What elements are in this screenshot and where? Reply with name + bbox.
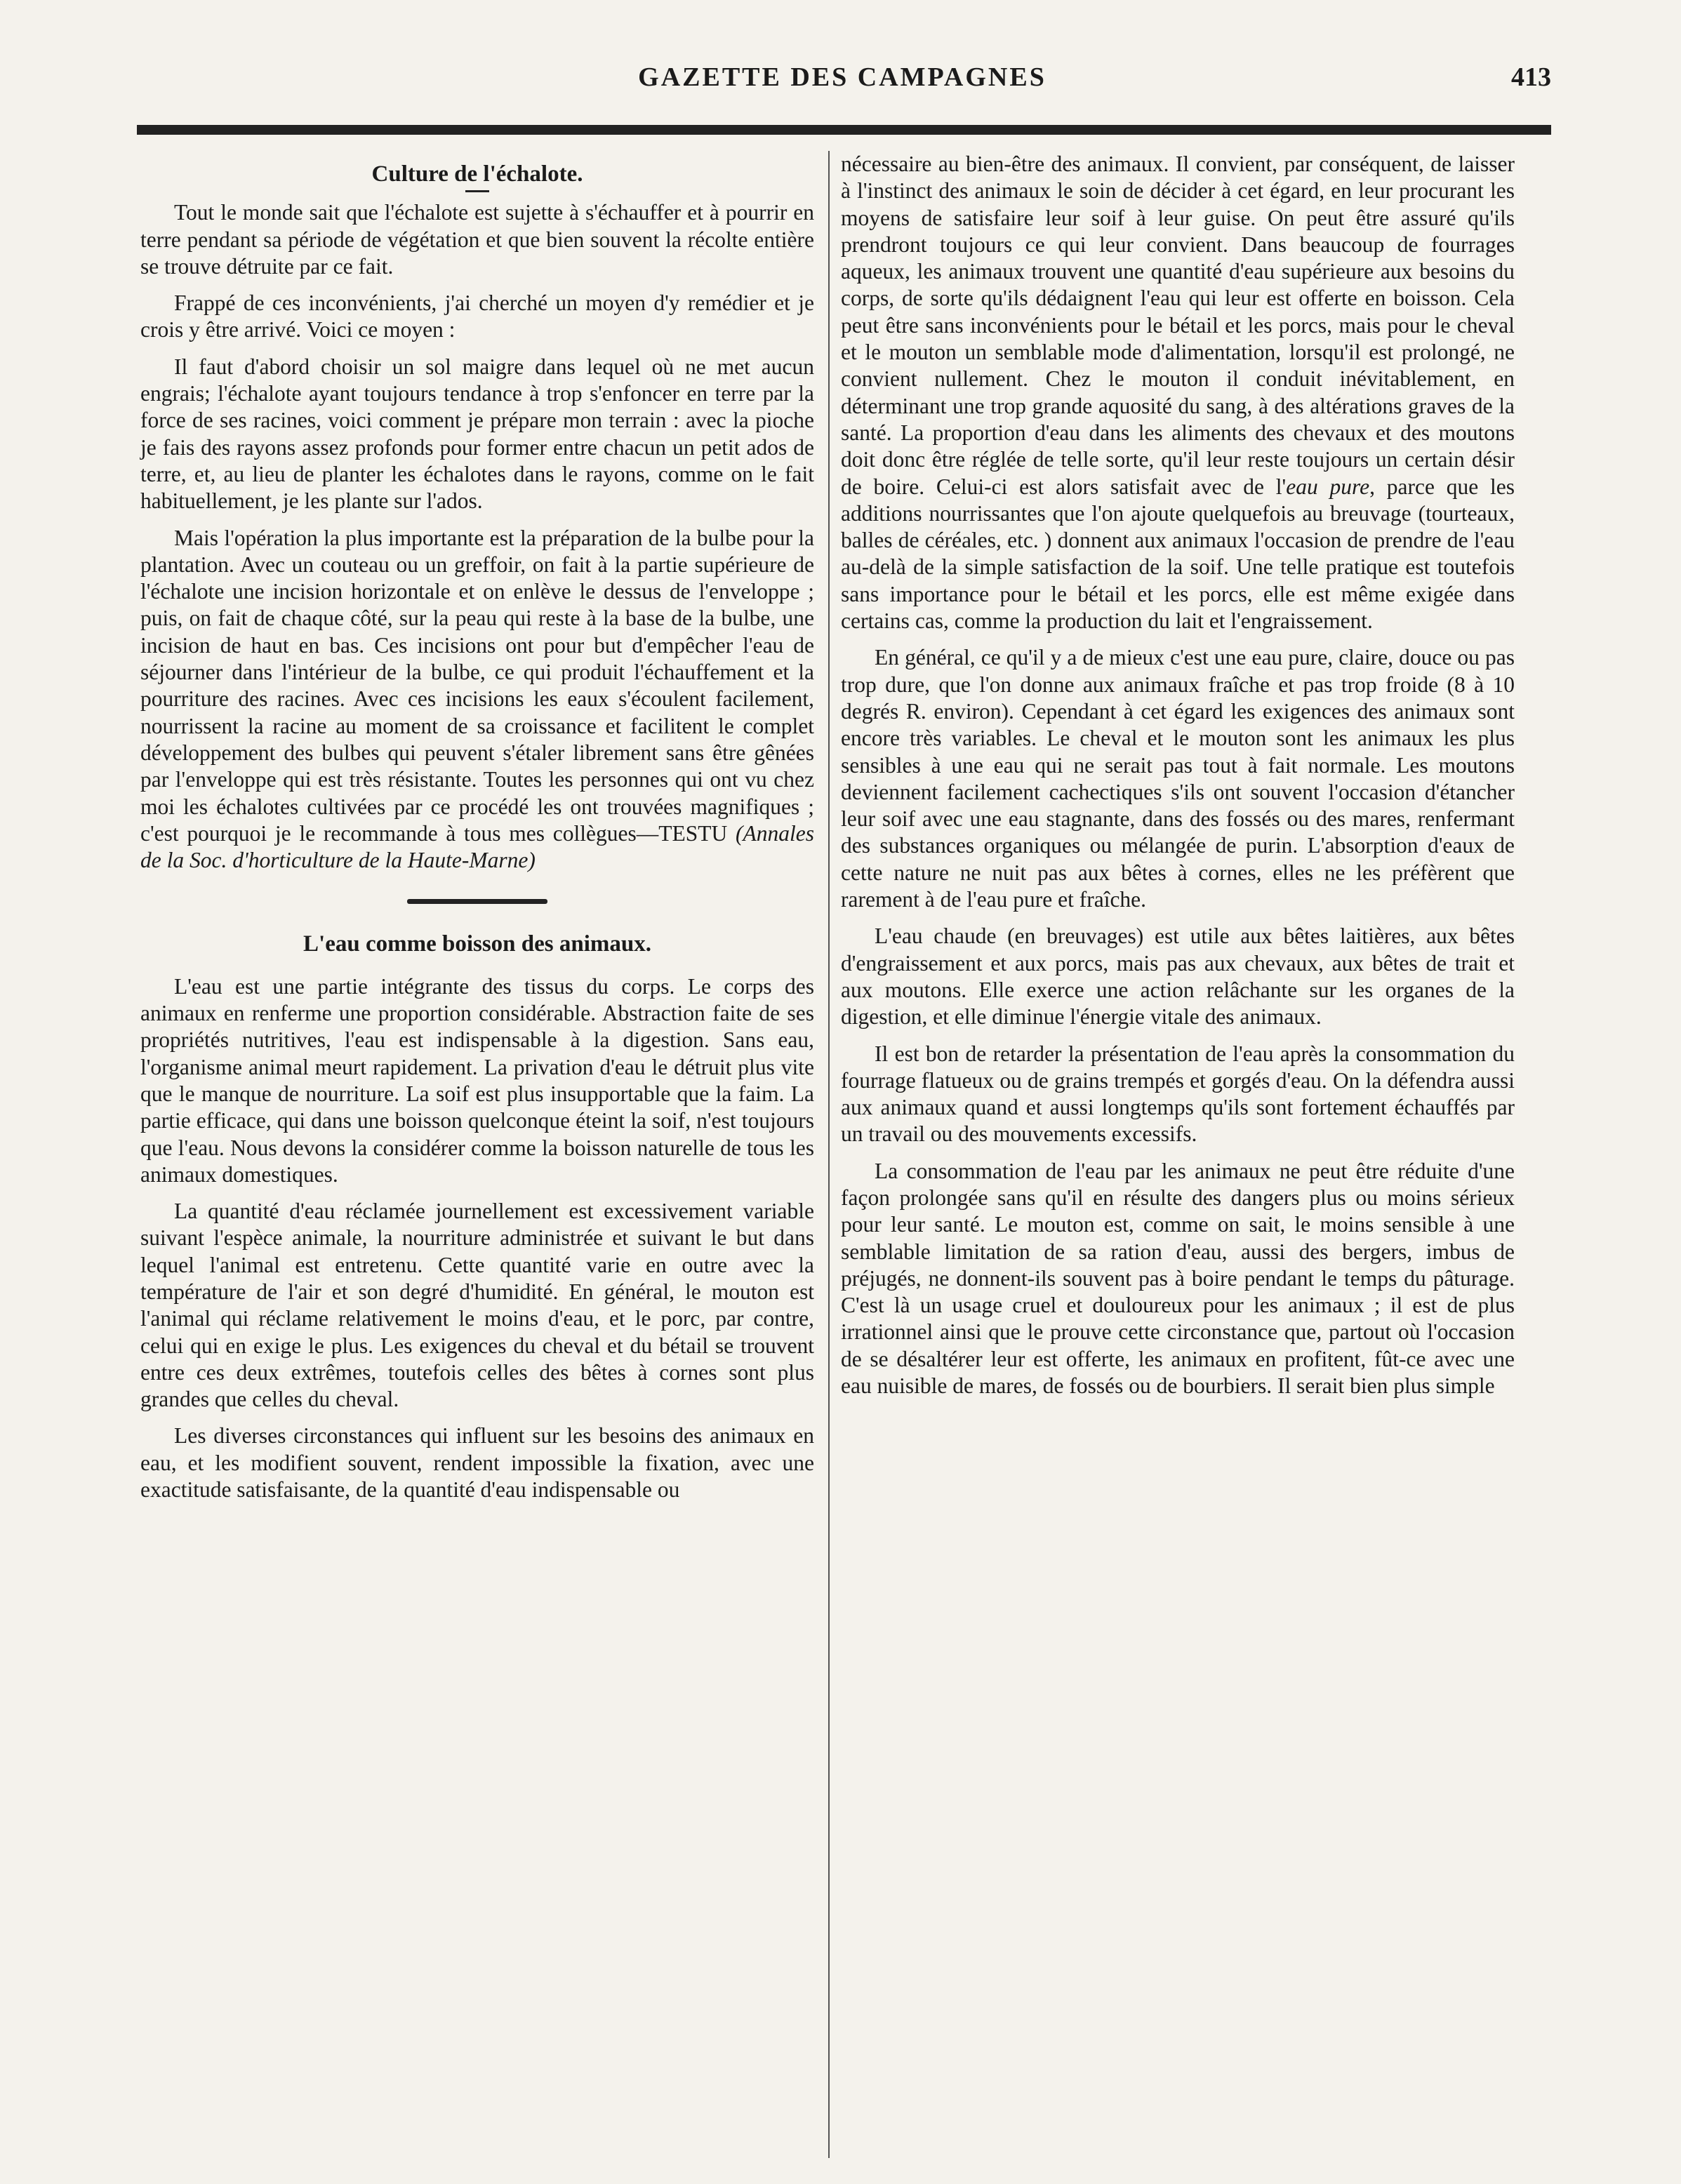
article-title-echalote: Culture de l'échalote. bbox=[371, 161, 583, 187]
article-paragraph: Les diverses circonstances qui influent sur les besoins des animaux en eau, et les modifient souvent, rendent impossible la fixation, avec une exactitude satisfaisante, de la quantité d'eau indispensable ou bbox=[140, 1423, 814, 1503]
section-separator bbox=[407, 899, 547, 904]
article-paragraph: Il est bon de retarder la présentation de l'eau après la consommation du fourrage flatueux ou de grains trempés et gorgés d'eau. On la défendra aussi aux animaux quand et aussi longtemps qu'ils sont fortement échauffés par un travail ou des mouvements excessifs. bbox=[841, 1041, 1515, 1147]
page-number: 413 bbox=[1511, 62, 1551, 92]
article-paragraph bbox=[841, 151, 1515, 634]
article-paragraph: En général, ce qu'il y a de mieux c'est une eau pure, claire, douce ou pas trop dure, que l'on donne aux animaux fraîche et pas trop froide (8 à 10 degrés R. environ). Cependant à cet égard les exigences des animaux sont encore très variables. Le cheval et le mouton sont les animaux les plus sensibles à une eau qui ne serait pas tout à fait normale. Les moutons deviennent facilement cachectiques s'ils ont souvent l'occasion d'étancher leur soif avec une eau stagnante, dans des fossés ou des mares, renfermant des substances organiques ou mélangée de purin. L'absorption d'eaux de cette nature ne nuit pas aux bêtes à cornes, elles ne les préfèrent que rarement à de l'eau pure et fraîche. bbox=[841, 645, 1515, 912]
running-title: GAZETTE DES CAMPAGNES bbox=[638, 62, 1047, 92]
article-paragraph: La quantité d'eau réclamée journellement est excessivement variable suivant l'espèce animale, la nourriture administrée et suivant le but dans lequel l'animal est entretenu. Cette quantité varie en outre avec la température de l'air et son degré d'humidité. En général, le mouton est l'animal qui réclame relativement le moins d'eau, et le porc, par contre, celui qui en exige le plus. Les exigences du cheval et du bétail se trouvent entre ces deux extrêmes, toutefois celles des bêtes à cornes sont plus grandes que celles du cheval. bbox=[140, 1199, 814, 1412]
left-column bbox=[140, 151, 814, 1513]
right-column bbox=[841, 151, 1515, 1409]
author-signature: TESTU bbox=[658, 820, 728, 846]
paragraph-text: nécessaire au bien-être des animaux. Il convient, par conséquent, de laisser à l'instinct des animaux le soin de décider à cet égard, en leur procurant les moyens de satisfaire leur soif à leur guise. On peut être assuré qu'ils prendront toujours ce qui leur convient. Dans beaucoup de fourrages aqueux, les animaux trouvent une quantité d'eau supérieure aux besoins du corps, de sorte qu'ils dédaignent l'eau qui leur est offerte en boisson. Cela peut être sans inconvénients pour le bétail et les porcs, mais pour le cheval et le mouton un semblable mode d'alimentation, lorsqu'il est prolongé, ne convient nullement. Chez le mouton il conduit inévitablement, en déterminant une trop grande aquosité du sang, à des altérations graves de la santé. La proportion d'eau dans les aliments des chevaux et des moutons doit donc être réglée de telle sorte, qu'il leur reste toujours un certain désir de boire. Celui-ci est alors satisfait avec de l' bbox=[841, 152, 1515, 499]
title-dash bbox=[465, 190, 489, 192]
article-paragraph bbox=[140, 525, 814, 874]
article-paragraph: Frappé de ces inconvénients, j'ai cherché un moyen d'y remédier et je crois y être arrivé. Voici ce moyen : bbox=[140, 291, 814, 342]
page-header bbox=[133, 62, 1551, 97]
article-paragraph: Tout le monde sait que l'échalote est sujette à s'échauffer et à pourrir en terre pendant sa période de végétation et que bien souvent la récolte entière se trouve détruite par ce fait. bbox=[140, 200, 814, 279]
column-divider bbox=[828, 151, 830, 2158]
source-citation: (Annales de la Soc. d'horticulture de la Haute-Marne) bbox=[140, 820, 815, 873]
italic-phrase: eau pure bbox=[1286, 474, 1370, 499]
article-title-eau: L'eau comme boisson des animaux. bbox=[303, 931, 651, 957]
paragraph-text-tail: , parce que les additions nourrissantes que l'on ajoute quelquefois au breuvage (tourteaux, balles de céréales, etc. ) donnent aux animaux l'occasion de prendre de l'eau au-delà de la simple satisfaction de la soif. Une telle pratique est toutefois sans importance pour le bétail et les porcs, elle est même exigée dans certains cas, comme la production du lait et l'engraissement. bbox=[841, 474, 1515, 634]
header-rule bbox=[137, 125, 1551, 135]
article-paragraph-text: Mais l'opération la plus importante est la préparation de la bulbe pour la plantation. Avec un couteau ou un greffoir, on fait à la partie supérieure de l'échalote une incision horizontale et on enlève le dessus de l'enveloppe ; puis, on fait de chaque côté, sur la peau qui reste à la base de la bulbe, une incision de haut en bas. Ces incisions ont pour but d'empêcher l'eau de séjourner dans l'intérieur de la bulbe, ce qui produit l'échauffement et la pourriture des racines. Avec ces incisions les eaux s'écoulent facilement, nourrissent la racine au moment de sa croissance et facilitent le complet développement des bulbes qui peuvent s'étaler librement sans être gênées par l'enveloppe qui est très résistante. Toutes les personnes qui ont vu chez moi les échalotes cultivées par ce procédé les ont trouvées magnifiques ; c'est pourquoi je le recommande à tous mes collègues— bbox=[140, 525, 814, 846]
article-paragraph: Il faut d'abord choisir un sol maigre dans lequel où ne met aucun engrais; l'échalote ayant toujours tendance à trop s'enfoncer en terre par la force de ses racines, voici comment je prépare mon terrain : avec la pioche je fais des rayons assez profonds pour former entre chacun un petit ados de terre, et, au lieu de planter les échalotes dans le rayons, comme on le fait habituellement, je les plante sur l'ados. bbox=[140, 354, 814, 514]
article-paragraph: L'eau chaude (en breuvages) est utile aux bêtes laitières, aux bêtes d'engraissement et aux porcs, mais pas aux chevaux, aux bêtes de trait et aux moutons. Elle exerce une action relâchante sur les organes de la digestion, et elle diminue l'énergie vitale des animaux. bbox=[841, 924, 1515, 1030]
article-paragraph: L'eau est une partie intégrante des tissus du corps. Le corps des animaux en renferme une proportion considérable. Abstraction faite de ses propriétés nutritives, l'eau est indispensable à la digestion. Sans eau, l'organisme animal meurt rapidement. La privation d'eau le détruit plus vite que le manque de nourriture. La soif est plus insupportable que la faim. La partie efficace, qui dans une boisson quelconque éteint la soif, n'est toujours que l'eau. Nous devons la considérer comme la boisson naturelle de tous les animaux domestiques. bbox=[140, 973, 814, 1187]
article-paragraph: La consommation de l'eau par les animaux ne peut être réduite d'une façon prolongée sans qu'il en résulte des dangers plus ou moins sérieux pour leur santé. Le mouton est, comme on sait, le moins sensible à une semblable limitation de sa ration d'eau, aussi des bergers, imbus de préjugés, ne donnent-ils souvent pas à boire pendant le temps du pâturage. C'est là un usage cruel et douloureux pour les animaux ; il est de plus irrationnel ainsi que le prouve cette circonstance que, partout où l'occasion de se désaltérer leur est offerte, les animaux en profitent, fût-ce avec une eau nuisible de mares, de fossés ou de bourbiers. Il serait bien plus simple bbox=[841, 1158, 1515, 1399]
